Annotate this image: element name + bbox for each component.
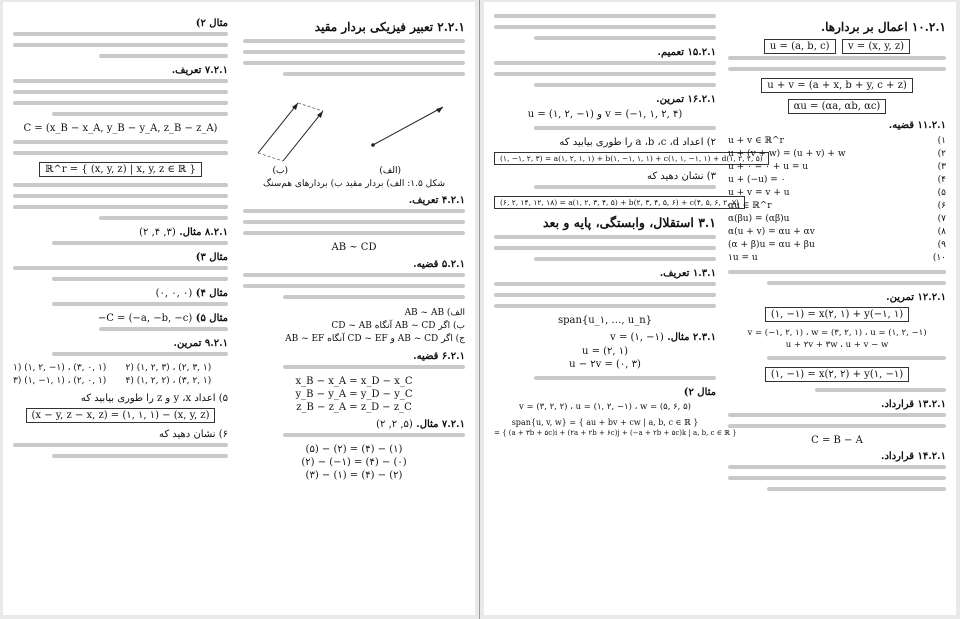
origin-point bbox=[371, 143, 375, 147]
text-line bbox=[534, 126, 716, 130]
property-formula: α(βu) = (αβ)u bbox=[728, 213, 790, 224]
example-label: مثال ۳) bbox=[195, 252, 228, 263]
text-line bbox=[534, 185, 716, 189]
exercise-16-formula-3-text: (۶, ۲, ۱۴, ۱۲, ۱۸) = a(۱, ۲, ۳, ۴, ۵) + b(۲, ۳, ۴, ۵, ۶) + c(۴, ۵, ۶, ۲, ۷) bbox=[494, 196, 745, 209]
equation-2: y_B − y_A = y_D − y_C bbox=[295, 389, 413, 400]
text-line bbox=[728, 270, 946, 274]
figure-caption: شکل ۱.۵: الف) بردار مقید ب) بردارهای هم‌سنگ bbox=[262, 179, 446, 189]
exercise-label: ۹.۲.۱ تمرین. bbox=[173, 338, 228, 349]
generalization-label: ۱۵.۲.۱ تعمیم. bbox=[657, 47, 716, 58]
text-line bbox=[534, 83, 716, 87]
right-page bbox=[484, 2, 956, 615]
text-line bbox=[52, 112, 228, 116]
text-line bbox=[243, 273, 465, 277]
text-line bbox=[243, 209, 465, 213]
property-number: ۱۰) bbox=[932, 252, 946, 263]
text-line bbox=[13, 443, 228, 447]
property-formula: ۱u = u bbox=[728, 252, 758, 263]
r3-set-formula-text: ℝ^r = { (x, y, z) | x, y, z ∈ ℝ } bbox=[39, 162, 202, 177]
left-page-column-right bbox=[243, 14, 465, 606]
text-line bbox=[815, 388, 946, 392]
text-line bbox=[767, 487, 946, 491]
text-line bbox=[13, 43, 228, 47]
example-2-u: u = (۲, ۱) bbox=[581, 346, 629, 357]
definition-label: ۷.۲.۱ تعریف. bbox=[171, 65, 228, 76]
difference-formula: C = (x_B − x_A, y_B − y_A, z_B − z_A) bbox=[23, 123, 218, 134]
text-line bbox=[494, 72, 716, 76]
exercise-16-item-1: u = (۱, ۲, −۱) و v = (−۱, ۱, ۲, ۴) bbox=[527, 109, 683, 120]
exercise-item: ۴) (۱, ۲, ۲) ، (۳, ۲, ۱) bbox=[125, 376, 212, 386]
figure-a bbox=[371, 107, 443, 176]
text-line bbox=[494, 282, 716, 286]
text-line bbox=[243, 61, 465, 65]
exercise-16-formula-3 bbox=[494, 196, 739, 209]
exercise-label: ۱۶.۲.۱ تمرین. bbox=[656, 94, 716, 105]
text-line bbox=[494, 293, 716, 297]
example-2-3-1-label: ۲.۳.۱ مثال. bbox=[667, 332, 716, 343]
exercise-12-item-3-text: (۱, −۱) = x(۲, ۲) + y(۱, −۱) bbox=[765, 367, 909, 382]
exercise-5-formula bbox=[13, 408, 228, 423]
property-row bbox=[728, 160, 946, 173]
text-line bbox=[494, 61, 716, 65]
property-number: ۳) bbox=[937, 161, 946, 172]
exercise-5-formula-text: (x − y, z − x, z) = (۱, ۱, ۱) − (x, y, z) bbox=[26, 408, 216, 423]
text-line bbox=[494, 246, 716, 250]
text-line bbox=[534, 257, 716, 261]
negative-vector: −C = (−a, −b, −c) bbox=[97, 313, 193, 324]
properties-list bbox=[728, 134, 946, 264]
text-line bbox=[283, 433, 465, 437]
vector-figure-svg bbox=[243, 83, 465, 175]
text-line bbox=[13, 151, 228, 155]
text-line bbox=[728, 56, 946, 60]
example-7-vector: (۵, ۲, ۲) bbox=[376, 419, 413, 430]
exercise-16-formula-2 bbox=[494, 152, 763, 165]
text-line bbox=[494, 14, 716, 18]
left-page bbox=[3, 2, 475, 615]
property-row bbox=[728, 212, 946, 225]
equation-3: z_B − z_A = z_D − z_C bbox=[296, 402, 412, 413]
text-line bbox=[13, 266, 228, 270]
vector-figure bbox=[243, 83, 465, 175]
property-formula: u + (v + w) = (u + v) + w bbox=[728, 148, 846, 159]
figure-a-label: (الف) bbox=[379, 166, 401, 176]
property-number: ۲) bbox=[937, 148, 946, 159]
sum-formula-text: u + v = (a + x, b + y, c + z) bbox=[761, 78, 912, 93]
property-number: ۷) bbox=[937, 213, 946, 224]
dashed-line bbox=[258, 153, 283, 161]
exercise-item: ۲) (۱, ۲, ۳) ، (۲, ۳, ۱) bbox=[125, 363, 212, 373]
text-line bbox=[52, 352, 228, 356]
right-page-column-right bbox=[728, 14, 946, 606]
property-row bbox=[728, 134, 946, 147]
equation-1: x_B − x_A = x_D − x_C bbox=[295, 376, 413, 387]
convention-label: ۱۴.۲.۱ قرارداد. bbox=[880, 451, 946, 462]
property-number: ۵) bbox=[937, 187, 946, 198]
vector-arrow bbox=[283, 111, 323, 161]
property-row bbox=[728, 238, 946, 251]
convention-13-equation: C = B − A bbox=[811, 435, 863, 446]
vector-arrow bbox=[258, 103, 298, 153]
example-8-label: ۸.۲.۱ مثال. bbox=[179, 227, 228, 238]
text-line bbox=[99, 216, 228, 220]
text-line bbox=[534, 376, 716, 380]
text-line bbox=[728, 465, 946, 469]
chapter-section-heading: ۳.۱ استقلال، وابستگی، پایه و بعد bbox=[543, 215, 716, 230]
convention-label: ۱۳.۲.۱ قرارداد. bbox=[880, 399, 946, 410]
example-7-line: (۲) − (−۱) = (۴) − (۰) bbox=[301, 457, 407, 468]
dashed-line bbox=[298, 103, 323, 111]
text-line bbox=[243, 39, 465, 43]
sum-formula bbox=[728, 78, 946, 93]
arrow-head bbox=[436, 107, 443, 113]
text-line bbox=[13, 205, 228, 209]
theorem-item bbox=[243, 319, 465, 332]
example-label: مثال ۲) bbox=[683, 387, 716, 398]
vector-arrow bbox=[373, 107, 443, 145]
text-line bbox=[13, 140, 228, 144]
exercise-item: ۳) (۱, −۱, ۱) ، (۲, ۰, ۱) bbox=[13, 376, 107, 386]
property-row bbox=[728, 173, 946, 186]
example-7-label: ۷.۲.۱ مثال. bbox=[416, 419, 465, 430]
page-gutter bbox=[479, 0, 480, 619]
property-row bbox=[728, 147, 946, 160]
text-line bbox=[13, 90, 228, 94]
theorem-label: ۱۱.۲.۱ قضیه. bbox=[888, 120, 946, 131]
span-notation: span{u_۱, …, u_n} bbox=[557, 315, 653, 326]
exercise-16-item-3: ۳) نشان دهید که bbox=[646, 171, 716, 182]
property-formula: u + v = v + u bbox=[728, 187, 790, 198]
zero-vector: (۰, ۰, ۰) bbox=[155, 288, 193, 299]
property-row bbox=[728, 225, 946, 238]
example-label: مثال ۲) bbox=[195, 18, 228, 29]
text-line bbox=[494, 235, 716, 239]
exercise-item: ۱) (۱, ۲, −۱) ، (۳, ۰, ۱) bbox=[13, 363, 107, 373]
text-line bbox=[494, 304, 716, 308]
text-line bbox=[243, 284, 465, 288]
theorem-label: ۶.۲.۱ قضیه. bbox=[413, 351, 465, 362]
span-formula-1: span{u, v, w} = { au + bv + cw | a, b, c ∈ ℝ } bbox=[511, 418, 699, 427]
text-line bbox=[728, 424, 946, 428]
span-formula-2: = { (a + ۳b + ۵c)i + (۲a + ۲b + ۶c)j + (−a + ۲b + ۵c)k | a, b, c ∈ ℝ } bbox=[494, 429, 737, 437]
example-8-vector: (۳, ۴, ۲) bbox=[139, 227, 176, 238]
exercise-12-item-2: v = (−۱, ۲, ۱) ، w = (۳, ۲, ۱) ، u = (۱, ۲, −۱) bbox=[747, 328, 927, 338]
property-number: ۴) bbox=[937, 174, 946, 185]
text-line bbox=[13, 183, 228, 187]
text-line bbox=[243, 50, 465, 54]
example-2-v: v = (۱, −۱) bbox=[610, 332, 664, 343]
exercise-12-item-3 bbox=[728, 367, 946, 382]
exercise-12-formula-text: (۱, −۱) = x(۲, ۱) + y(−۱, ۱) bbox=[765, 307, 909, 322]
section-heading: ۲.۲.۱ تعبیر فیزیکی بردار مقید bbox=[314, 20, 465, 34]
example-2-equation: u − ۲v = (۰, ۳) bbox=[569, 359, 641, 370]
text-line bbox=[13, 79, 228, 83]
exercise-5-text: ۵) اعداد y ،x و z را طوری بیابید که bbox=[80, 393, 228, 404]
text-line bbox=[52, 277, 228, 281]
exercise-label: ۱۲.۲.۱ تمرین. bbox=[886, 292, 946, 303]
u-definition-text: u = (a, b, c) bbox=[764, 39, 836, 54]
figure-b bbox=[258, 103, 323, 176]
exercise-12-item-2b: u + ۲v + ۳w ، u + v − w bbox=[785, 340, 889, 350]
equivalence-formula: AB ~ CD bbox=[331, 242, 377, 253]
text-line bbox=[52, 302, 228, 306]
theorem-item-text: الف) AB ~ AB bbox=[404, 307, 465, 318]
definition-label: ۱.۳.۱ تعریف. bbox=[659, 268, 716, 279]
text-line bbox=[13, 194, 228, 198]
text-line bbox=[728, 476, 946, 480]
theorem-label: ۵.۲.۱ قضیه. bbox=[413, 259, 465, 270]
example-label bbox=[13, 313, 228, 324]
text-line bbox=[99, 54, 228, 58]
text-line bbox=[283, 295, 465, 299]
theorem-item-text: ج) اگر AB ~ CD و CD ~ EF آنگاه AB ~ EF bbox=[285, 333, 465, 344]
text-line bbox=[13, 101, 228, 105]
text-line bbox=[728, 413, 946, 417]
section-heading: ۱۰.۲.۱ اعمال بر بردارها. bbox=[820, 20, 946, 34]
example-label bbox=[243, 419, 465, 430]
text-line bbox=[243, 220, 465, 224]
text-line bbox=[534, 36, 716, 40]
left-page-column-left bbox=[13, 14, 228, 606]
example-4-label: مثال ۴) bbox=[195, 288, 228, 299]
theorem-item bbox=[243, 306, 465, 319]
exercise-grid bbox=[13, 363, 228, 386]
theorem-items bbox=[243, 306, 465, 345]
property-formula: u + (−u) = ۰ bbox=[728, 174, 786, 185]
property-row bbox=[728, 199, 946, 212]
figure-b-label: (ب) bbox=[272, 166, 288, 176]
property-number: ۹) bbox=[937, 239, 946, 250]
text-line bbox=[52, 241, 228, 245]
text-line bbox=[767, 356, 946, 360]
theorem-item-text: ب) اگر AB ~ CD آنگاه CD ~ AB bbox=[331, 320, 465, 331]
property-formula: α(u + v) = αu + αv bbox=[728, 226, 815, 237]
example-label bbox=[13, 227, 228, 238]
property-formula: u + ۰ = ۰ + u = u bbox=[728, 161, 809, 172]
property-number: ۶) bbox=[937, 200, 946, 211]
example-2b-vectors: v = (۳, ۲, ۲) ، u = (۱, ۲, −۱) ، w = (۵, ۶, ۵) bbox=[519, 402, 691, 412]
text-line bbox=[243, 231, 465, 235]
example-7-line: (۳) − (۱) = (۴) − (۲) bbox=[305, 470, 403, 481]
text-line bbox=[283, 72, 465, 76]
example-label bbox=[494, 332, 716, 343]
property-formula: (α + β)u = αu + βu bbox=[728, 239, 815, 250]
exercise-6-text: ۶) نشان دهید که bbox=[158, 429, 228, 440]
example-7-line: (۵) − (۲) = (۴) − (۱) bbox=[305, 444, 403, 455]
text-line bbox=[283, 365, 465, 369]
property-row bbox=[728, 251, 946, 264]
example-label bbox=[13, 288, 228, 299]
theorem-item bbox=[243, 332, 465, 345]
text-line bbox=[52, 454, 228, 458]
exercise-16-item-2: ۲) اعداد a ،b ،c ،d را طوری بیابید که bbox=[559, 137, 716, 148]
exercise-16-formula-2-text: (۱, −۱, ۲, ۳) = a(۱, ۲, ۱, ۱) + b(۱, −۱, ۱, ۱) + c(۱, ۱, −۱, ۱) + d(۱, ۲, ۲, ۵) bbox=[494, 152, 769, 165]
property-formula: αu ∈ ℝ^r bbox=[728, 200, 772, 211]
scalar-formula-text: αu = (αa, αb, αc) bbox=[788, 99, 887, 114]
text-line bbox=[494, 25, 716, 29]
text-line bbox=[13, 32, 228, 36]
r3-set-formula bbox=[13, 162, 228, 177]
definition-label: ۴.۲.۱ تعریف. bbox=[408, 195, 465, 206]
exercise-12-formula bbox=[728, 307, 946, 322]
text-line bbox=[728, 67, 946, 71]
scalar-formula bbox=[728, 99, 946, 114]
property-row bbox=[728, 186, 946, 199]
property-number: ۸) bbox=[937, 226, 946, 237]
property-formula: u + v ∈ ℝ^r bbox=[728, 135, 784, 146]
u-definition bbox=[728, 39, 946, 54]
v-definition-text: v = (x, y, z) bbox=[842, 39, 910, 54]
example-5-label: مثال ۵) bbox=[195, 313, 228, 324]
property-number: ۱) bbox=[937, 135, 946, 146]
text-line bbox=[767, 281, 946, 285]
text-line bbox=[99, 327, 228, 331]
